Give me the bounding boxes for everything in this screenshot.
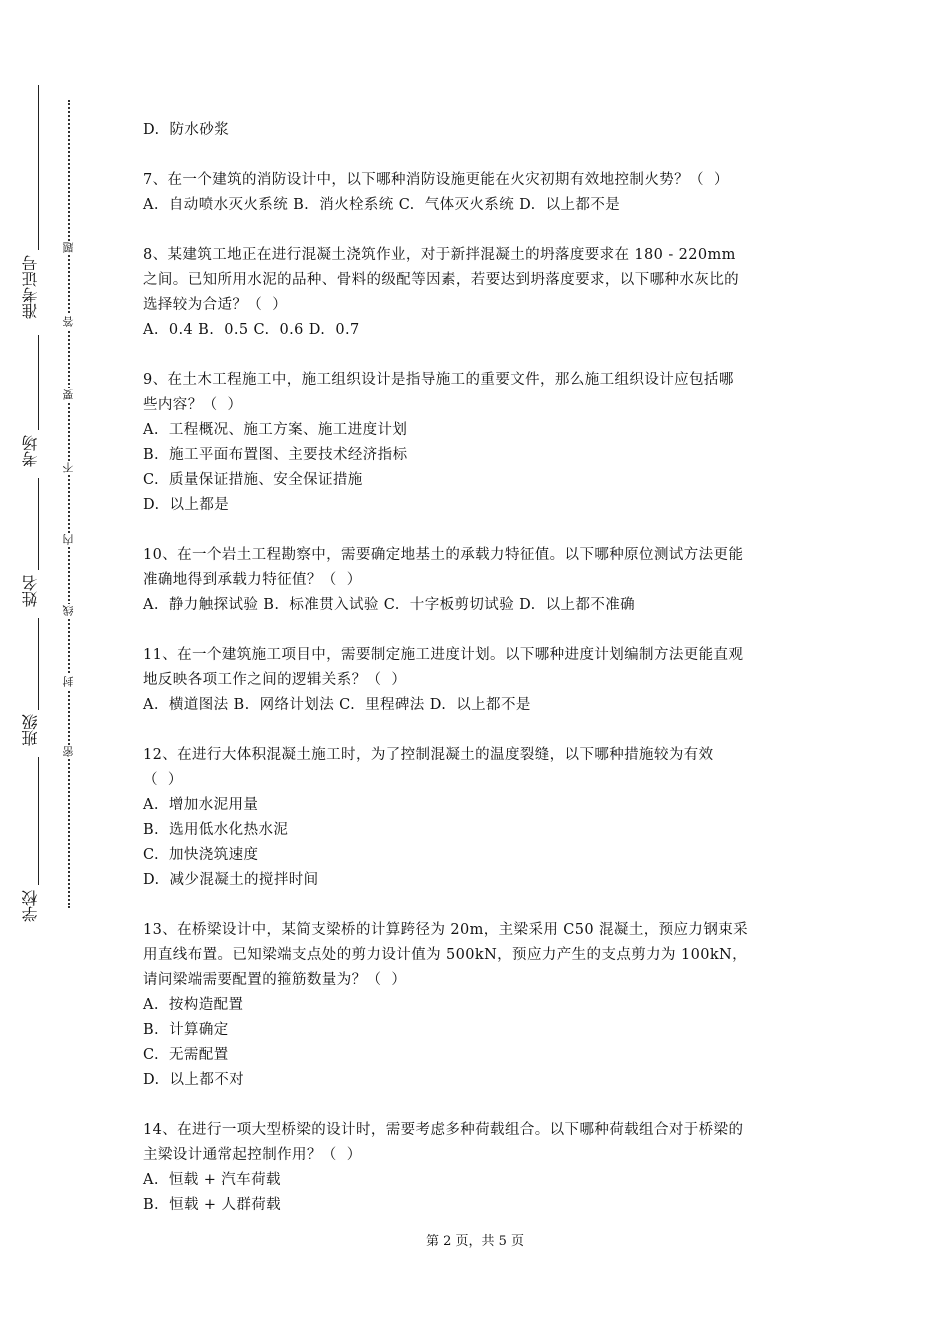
binding-line-segment [38, 618, 39, 710]
answer-option: A. 0.4 B. 0.5 C. 0.6 D. 0.7 [143, 322, 360, 338]
question-text-line: 13、在桥梁设计中，某简支梁桥的计算跨径为 20m，主梁采用 C50 混凝土，预应力钢束采 [143, 922, 749, 938]
answer-option: C. 加快浇筑速度 [143, 847, 259, 863]
school-label: 学校 [21, 890, 40, 922]
binding-line-segment [38, 335, 39, 430]
seal-dotted-line [68, 100, 70, 908]
question-block [143, 368, 813, 518]
answer-option: A. 增加水泥用量 [143, 797, 259, 813]
binding-line-segment [38, 757, 39, 885]
seal-char: 线 [62, 605, 75, 617]
answer-option: D. 以上都是 [143, 497, 230, 513]
question-text-line: 10、在一个岩土工程勘察中，需要确定地基土的承载力特征值。以下哪种原位测试方法更能 [143, 547, 744, 563]
question-text-line: 9、在土木工程施工中，施工组织设计是指导施工的重要文件，那么施工组织设计应包括哪 [143, 372, 734, 388]
seal-char: 内 [62, 534, 75, 546]
question-text-line: 7、在一个建筑的消防设计中，以下哪种消防设施更能在火灾初期有效地控制火势？（ ） [143, 172, 729, 188]
question-block [143, 918, 813, 1093]
page-footer [0, 1230, 950, 1249]
answer-option: A. 静力触探试验 B. 标准贯入试验 C. 十字板剪切试验 D. 以上都不准确 [143, 597, 636, 613]
binding-line-segment [38, 85, 39, 250]
exam-binding-margin [0, 0, 110, 1344]
binding-line-segment [38, 478, 39, 570]
seal-char: 封 [62, 676, 75, 688]
question-block [143, 543, 813, 618]
answer-option: D. 以上都不对 [143, 1072, 245, 1088]
answer-option: B. 恒载 + 人群荷载 [143, 1197, 282, 1213]
question-block [143, 118, 813, 143]
question-text-line: 主梁设计通常起控制作用？（ ） [143, 1147, 362, 1163]
page-number-text: 第 2 页，共 5 页 [425, 1234, 525, 1249]
seal-char: 题 [62, 242, 75, 254]
question-text-line: 12、在进行大体积混凝土施工时，为了控制混凝土的温度裂缝，以下哪种措施较为有效 [143, 747, 714, 763]
class-label: 班级 [21, 714, 40, 746]
question-text-line: 用直线布置。已知梁端支点处的剪力设计值为 500kN，预应力产生的支点剪力为 100kN， [143, 947, 748, 963]
question-text-line: 请问梁端需要配置的箍筋数量为？（ ） [143, 972, 407, 988]
question-block [143, 743, 813, 893]
question-text-line: 地反映各项工作之间的逻辑关系？（ ） [143, 672, 407, 688]
question-block [143, 168, 813, 218]
answer-option: B. 选用低水化热水泥 [143, 822, 289, 838]
question-text-line: 些内容？（ ） [143, 397, 243, 413]
answer-option: D. 防水砂浆 [143, 122, 230, 138]
name-label: 姓名 [21, 575, 40, 607]
answer-option: B. 计算确定 [143, 1022, 229, 1038]
answer-option: A. 工程概况、施工方案、施工进度计划 [143, 422, 408, 438]
question-text-line: 11、在一个建筑施工项目中，需要制定施工进度计划。以下哪种进度计划编制方法更能直观 [143, 647, 744, 663]
seal-char: 答 [62, 316, 75, 328]
answer-option: A. 恒载 + 汽车荷载 [143, 1172, 281, 1188]
exam-room-label: 考场 [21, 435, 40, 467]
exam-content [143, 118, 813, 1243]
answer-option: A. 横道图法 B. 网络计划法 C. 里程碑法 D. 以上都不是 [143, 697, 531, 713]
question-block [143, 243, 813, 343]
question-block [143, 1118, 813, 1218]
question-text-line: 14、在进行一项大型桥梁的设计时，需要考虑多种荷载组合。以下哪种荷载组合对于桥梁的 [143, 1122, 744, 1138]
answer-option: C. 质量保证措施、安全保证措施 [143, 472, 363, 488]
seal-char: 密 [62, 746, 75, 758]
answer-option: B. 施工平面布置图、主要技术经济指标 [143, 447, 408, 463]
seal-char: 不 [62, 462, 75, 474]
question-text-line: 之间。已知所用水泥的品种、骨料的级配等因素，若要达到坍落度要求，以下哪种水灰比的 [143, 272, 739, 288]
answer-option: C. 无需配置 [143, 1047, 229, 1063]
answer-option: A. 自动喷水灭火系统 B. 消火栓系统 C. 气体灭火系统 D. 以上都不是 [143, 197, 621, 213]
seal-char: 要 [62, 389, 75, 401]
question-text-line: 8、某建筑工地正在进行混凝土浇筑作业，对于新拌混凝土的坍落度要求在 180 - 220mm [143, 247, 736, 263]
answer-option: A. 按构造配置 [143, 997, 244, 1013]
question-block [143, 643, 813, 718]
question-text-line: （ ） [143, 772, 183, 788]
exam-number-label: 准考证号 [21, 255, 40, 319]
question-text-line: 选择较为合适？（ ） [143, 297, 288, 313]
question-text-line: 准确地得到承载力特征值？（ ） [143, 572, 362, 588]
answer-option: D. 减少混凝土的搅拌时间 [143, 872, 319, 888]
